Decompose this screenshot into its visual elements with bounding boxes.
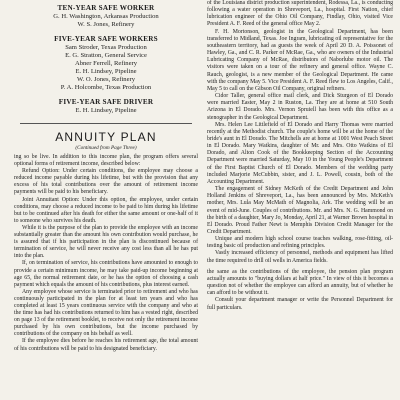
article-title: ANNUITY PLAN (55, 130, 157, 144)
article-paragraph: While it is the purpose of the plan to provide the employee with an income substantially greater than the amount his own contribution would purchase, he is assured that if his participation in the plan is discontinued because of termination of service, he will never receive any cost less than all he has put into the plan. (14, 224, 198, 260)
award-group-five-year-driver (14, 98, 198, 115)
left-column (14, 0, 198, 400)
safety-awards (14, 4, 198, 115)
article-paragraph: ing so be live. In addition to this income plan, the program offers several optional forms of retirement income, described below: (14, 154, 198, 168)
award-name: E. G. Stratton, General Service (65, 52, 147, 59)
news-paragraph: F. H. Mortonson, geologist in the Geological Department, has been transferred to Midland, Texas. Joe Ingram, lubricating oil representative for the southeastern territory, had as guests the week of April 20 D. A. Poissonet of Hawley, Ga., and C. R. Parker of McRae, Ga., who are owners of the Industrial Lubricating Company of McRae, distributors of Naborlube motor oil. The visitors were taken on a tour of the refinery and general office. Wayne C. Rauch, geologist, is a new member of the Geological Department. He came with the company May 5. Vice President A. F. Reed flew to Los Angeles, Calif., May 5 to call on the Gibson Oil Company, original refiners. (207, 28, 393, 92)
award-name: P. A. Holcombe, Texas Production (60, 84, 152, 91)
award-heading: FIVE-YEAR SAFE WORKERS (54, 35, 158, 43)
section-divider (20, 123, 192, 124)
article-paragraph: If the employee dies before he reaches his retirement age, the total amount of his contributions will be paid to his designated beneficiary. (14, 338, 198, 352)
news-notes (207, 0, 393, 265)
continuation-paragraph: the same as the contributions of the employee, the pension plan program actually amounts to "buying dollars at half price." In view of this it becomes a question not of whether the employee can afford an annuity, but of whether he can afford to be without it. (207, 268, 393, 297)
article-paragraph: If, on termination of service, his contributions have amounted to enough to provide a certain minimum income, he may take paid-up income beginning at age 65, the normal retirement date, or he has the option of choosing a cash payment which equals the amount of his contributions, plus interest earned. (14, 260, 198, 288)
right-column (207, 0, 393, 400)
annuity-continuation (207, 269, 393, 312)
award-group-ten-year (14, 4, 198, 29)
award-group-five-year-workers (14, 35, 198, 92)
award-name: Abner Ferrell, Refinery (74, 60, 138, 67)
article-paragraph: Refund Option: Under certain conditions, the employee may choose a reduced income payable during his lifetime, but with the provision that any excess of his total contributions over the amount of retirement income payments will be paid to his beneficiary. (14, 168, 198, 196)
article-paragraph: Any employee whose service is terminated prior to retirement and who has continuously participated in the plan for at least ten years and who has completed at least 15 years continuous service with the company and who at the time has had his contributions returned to him has a vested right, described on page 13 of the retirement booklet, to receive not only the retirement income purchased by his own contributions, but the income purchased by contributions of the company on his behalf as well. (14, 288, 198, 338)
news-paragraph: The engagement of Sidney McKeth of the Credit Department and John Holland Jenkins of Shreveport, La., has been announced by Mrs. McKeth's mother, Mrs. Lula May McMath of Magnolia, Ark. The wedding will be an event of mid-June. Couples of contributions. Mr. and Mrs. N. G. Hammond on the birth of a daughter, Mary Jo, Monday, April 21, at Warner Brown hospital in El Dorado. Proud Father Newt is Memphis Division Credit Manager for the Credit Department. (207, 186, 393, 235)
award-name: G. H. Washington, Arkansas Production (53, 13, 159, 20)
news-paragraph: of the Louisiana district production superintendent, Rodessa, La., is conducting following a water operation in Shreveport, La., hospital. First Nation, chief lubrication engineer of the Ohio Oil Company, Findlay, Ohio, visited Vice President A. F. Reed of the general office May 2. (207, 0, 393, 28)
article-continued-note: (Continued from Page Three) (75, 145, 137, 151)
award-name: W. O. Jones, Refinery (77, 76, 135, 83)
news-paragraph: Mrs. Helen Lee Littlefield of El Dorado and Harry Thomas were married recently at the Methodist church. The couple's home will be at the home of the bride's aunt in El Dorado. The Mitchells are at home at 1001 West Peach Street in El Dorado. Mary Watkins, daughter of Mr. and Mrs. Otto Watkins of El Dorado, and Alton Cook of the Bookkeeping Section of the Accounting Department were married Saturday, May 10 in the Young People's Department of the First Baptist Church of El Dorado. Members of the wedding party included Marjorie McCubbin, sister, and J. L. Powell, cousin, both of the Accounting Department. (207, 121, 393, 185)
award-heading: TEN-YEAR SAFE WORKER (57, 4, 155, 12)
news-paragraph: Vastly increased efficiency of personnel, methods and equipment has lifted the time required to drill oil wells in America fields. (207, 250, 393, 264)
award-name: E. H. Lindsey, Pipeline (75, 107, 137, 114)
news-paragraph: Unique and modern high school course teaches walking, rose-fitting, oil-testing basic oil production and refining principles. (207, 236, 393, 250)
award-name: Sam Stroder, Texas Production (65, 44, 147, 51)
article-body (14, 154, 198, 353)
news-paragraph: Cidor Taller, general office mail clerk, and Dick Sturgeon of El Dorado were married Easter, May 2 in Ruston, La. They are at home at 510 South Arizona in El Dorado. Mrs. Vernon Spruiell has been with this office as a stenographer in the Geological Department. (207, 93, 393, 121)
article-paragraph: Joint Annuitant Option: Under this option, the employee, under certain conditions, may choose a reduced income to be paid to him during his lifetime but to be continued after his death for either the same amount or one-half of it to someone who survives his death. (14, 196, 198, 224)
continuation-paragraph: Consult your department manager or write the Personnel Department for full particulars. (207, 297, 393, 311)
award-name: E. H. Lindsey, Pipeline (75, 68, 137, 75)
award-heading: FIVE-YEAR SAFE DRIVER (58, 98, 154, 106)
award-name: W. S. Jones, Refinery (77, 21, 135, 28)
